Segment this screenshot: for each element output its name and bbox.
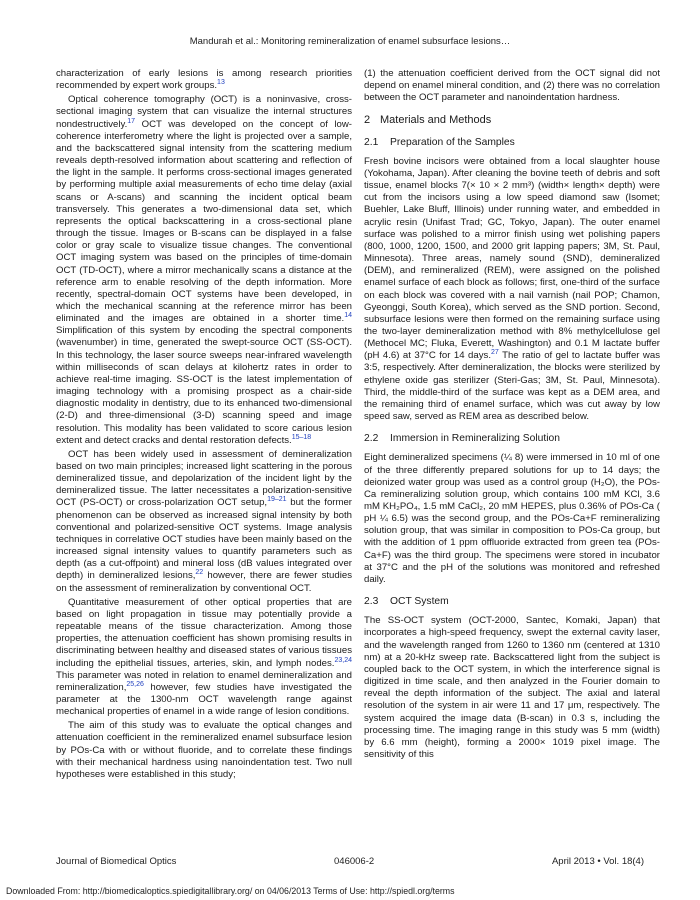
paragraph-text: Simplification of this system by encoding the spectral components (wavenumber) in time, generated the swept-source OCT (SS-OCT). In this technology, the laser source sweeps near-infrared wavelength within milliseconds of scan delays at kilohertz rates in order to achieve real-time imaging. SS-OCT is the latest implementation of imaging technology with a promising prospect as a chair-side diagnostic modality in dentistry, due to its enhanced two-dimensional (2-D) and three-dimensional (3-D) scanning speed and image resolution. This modality has been validated to score carious lesion extent and detect cracks and dental restoration defects. [56, 325, 352, 446]
subsection-number: 2.2 [364, 433, 379, 445]
paragraph [56, 68, 352, 92]
citation-link[interactable]: 19–21 [267, 496, 287, 504]
subsection-number: 2.3 [364, 596, 379, 608]
paragraph-text: characterization of early lesions is among research priorities recommended by expert work groups. [56, 68, 352, 92]
paragraph-text: The aim of this study was to evaluate the optical changes and attenuation coefficient in the remineralized enamel subsurface lesion by POs-Ca with or without fluoride, and to correlate these findings with their mechanical hardness using nanoindentation test. Two null hypotheses were established in this study; [56, 720, 352, 780]
section-title: Materials and Methods [380, 114, 492, 127]
paragraph-text: The SS-OCT system (OCT-2000, Santec, Komaki, Japan) that incorporates a high-speed frequency, swept the external cavity laser, and the wavelength ranged from 1260 to 1360 nm (centered at 1310 nm) at a 20-kHz sweep rate. Backscattered light from the subject is coupled back to the OCT system, in which the interference signal is digitized in time scale, and then analyzed in the Fourier domain to reveal the depth information of the subject. The axial and lateral resolution of the system in air were 11 and 17 μm, respectively. The system acquired the image data (B-scan) in 0.3 s, including the processing time. The imaging range in this study was 5 mm (width) by 6.6 mm (height), forming a 2000× 1019 pixel image. The sensitivity of this [364, 615, 660, 760]
paragraph-text: OCT has been widely used in assessment of demineralization based on two main principles; increased light scattering in the porous demineralized tissue, and depolarization of the incident light by the demineralized tissue. The latter necessitates a polarization-sensitive OCT (PS-OCT) or cross-polarization OCT setup, [56, 448, 352, 509]
section-number: 2 [364, 114, 371, 127]
paragraph [56, 94, 352, 447]
paragraph-text: OCT was developed on the concept of low-coherence interferometry where the light is projected over a sample, and the backscattered signal intensity from the scattering medium reveals depth-resolved information about scattering and reflection of the light in the sample. It performs cross-sectional images generated by performing multiple axial measurements of echo time delay (axial scans or A-scans) and scanning the incident optical beam transversely. This generates a two-dimensional data set, which represents the optical backscattering in a cross-sectional plane through the tissue. Images or B-scans can be displayed in a false color or gray scale to visualize tissue changes. The conventional OCT imaging system was based on the principles of time-domain OCT (TD-OCT), where a mirror mechanically scans a distance at the reference arm to enable resolving of the depth information. More recently, spectral-domain OCT systems have been developed, in which the mechanical scanning at the reference mirror has been eliminated and the images are obtained in a shorter time. [56, 118, 352, 325]
running-header: Mandurah et al.: Monitoring remineralization of enamel subsurface lesions… [189, 36, 511, 47]
paragraph-text: however, few studies have investigated the parameter at the 1300-nm OCT wavelength range against mechanical properties of enamel in a wide range of lesion conditions. [56, 681, 352, 718]
paragraph-text: but the former phenomenon can be observed as increased signal intensity by both conventional and polarized-sensitive OCT systems. Image analysis techniques in correlative OCT studies have been mainly based on the increased signal intensity values to quantify parameters such as depth (as a cut-offpoint) and mineral loss (dB values integrated over depth) in demineralized lesions, [56, 497, 352, 582]
paragraph [364, 615, 660, 761]
section-heading [364, 114, 660, 126]
paragraph [364, 452, 660, 586]
paragraph-text: Eight demineralized specimens (¼ 8) were immersed in 10 ml of one of the three differently prepared solutions for up to 14 days; the deionized water group was used as a control group (H₂O), the POs-Ca remineralizing solution group, which contains 100 mM KCl, 3.6 mM KH₂PO₄, 1.5 mM CaCl₂, 20 mM HEPES, plus 0.36% of POs-Ca ( pH ¼ 6.5) was the second group, and the POs-Ca+F remineralizing solution group, that was similar in composition to POs-Ca group, but with the addition of 1 ppm offluoride extracted from green tea (POs-Ca+F) was the third group. The specimens were stored in incubator at 37°C and the pH of the solutions was monitored and refreshed daily. [364, 452, 660, 585]
paragraph-text: Fresh bovine incisors were obtained from a local slaughter house (Yokohama, Japan). After cleaning the bovine teeth of debris and soft tissue, enamel blocks 7(× 10 × 2 mm³) (width× length× depth) were cut from the incisors using a low speed diamond saw (Isomet; Buehler, Lake Bluff, Illinois) under running water, and embedded in acrylic resin (Unifast Trad; GC, Tokyo, Japan). The outer enamel surface was polished to a mirror finish using wet polishing papers (800, 1000, 1200, 1500, and 2000 grit lapping papers; 3M, St. Paul, Minnesota). Three areas, namely sound (SND), demineralized (DEM), and remineralized (REM), were assigned on the polished enamel surface of each block as follows; first, one-third of the surface on each block was covered with a nail varnish (nail POP; Chamon, Gyeonggi, South Korea), which served as the SND portion. Second, subsurface lesions were then formed on the remaining surface using the two-layer demineralization method with 8% methylcellulose gel (Methocel MC; Fluka, Everett, Washington) and 0.1 M lactate buffer (pH 4.6) at 37°C for 14 days. [364, 155, 660, 362]
paragraph-text: Optical coherence tomography (OCT) is a noninvasive, cross-sectional imaging system that can visualize the internal structures nondestructively. [56, 94, 352, 130]
citation-link[interactable]: 14 [344, 311, 352, 319]
paragraph [364, 68, 660, 104]
left-column [56, 68, 352, 783]
subsection-heading [364, 137, 660, 149]
citation-link[interactable]: 22 [195, 569, 204, 577]
paragraph-text: The ratio of gel to lactate buffer was 3:5, respectively. After demineralization, the blocks were sterilized by ethylene oxide gas sterilizer (Steri-Gas; 3M, St. Paul, Minnesota). Third, the middle-third of the surface was kept as a DEM area, and the remaining third of enamel surface, which was cut away by low speed saw, served as REM area as described below. [364, 350, 660, 423]
citation-link[interactable]: 15–18 [291, 433, 312, 441]
paragraph [56, 597, 352, 719]
download-notice[interactable]: Downloaded From: http://biomedicaloptics.spiedigitallibrary.org/ on 04/06/2013 Terms of Use: http://spiedl.org/terms [6, 886, 455, 896]
citation-link[interactable]: 17 [127, 117, 136, 125]
paragraph-text: Quantitative measurement of other optical properties that are based on light propagation in tissue may potentially provide a repeatable means of the tissue characterization. Among those properties, the attenuation coefficient has shown promising results in discriminating between healthy and diseased states of various tissues including the epithelial tissues, arteries, skin, and lymph nodes. [56, 596, 352, 669]
footer-article-number: 046006-2 [334, 856, 375, 867]
subsection-heading [364, 433, 660, 445]
paragraph-text: This parameter was noted in relation to enamel demineralization and remineralization, [56, 669, 352, 693]
paragraph-text: (1) the attenuation coefficient derived from the OCT signal did not depend on enamel mineral condition, and (2) there was no correlation between the OCT parameter and nanoindentation hardness. [364, 68, 660, 104]
right-column [364, 68, 660, 763]
subsection-title: OCT System [390, 596, 449, 608]
footer-journal: Journal of Biomedical Optics [56, 856, 177, 867]
citation-link[interactable]: 13 [217, 78, 225, 86]
subsection-title: Preparation of the Samples [390, 136, 515, 148]
paragraph-text: however, there are fewer studies on the assessment of remineralization by conventional OCT. [56, 570, 352, 594]
citation-link[interactable]: 27 [491, 349, 499, 357]
paragraph [56, 720, 352, 781]
citation-link[interactable]: 23,24 [334, 656, 352, 664]
footer-issue: April 2013 • Vol. 18(4) [551, 856, 644, 867]
paragraph [364, 156, 660, 423]
citation-link[interactable]: 25,26 [126, 680, 144, 688]
subsection-number: 2.1 [364, 136, 379, 148]
subsection-title: Immersion in Remineralizing Solution [390, 433, 560, 445]
paragraph [56, 449, 352, 595]
subsection-heading [364, 596, 660, 608]
